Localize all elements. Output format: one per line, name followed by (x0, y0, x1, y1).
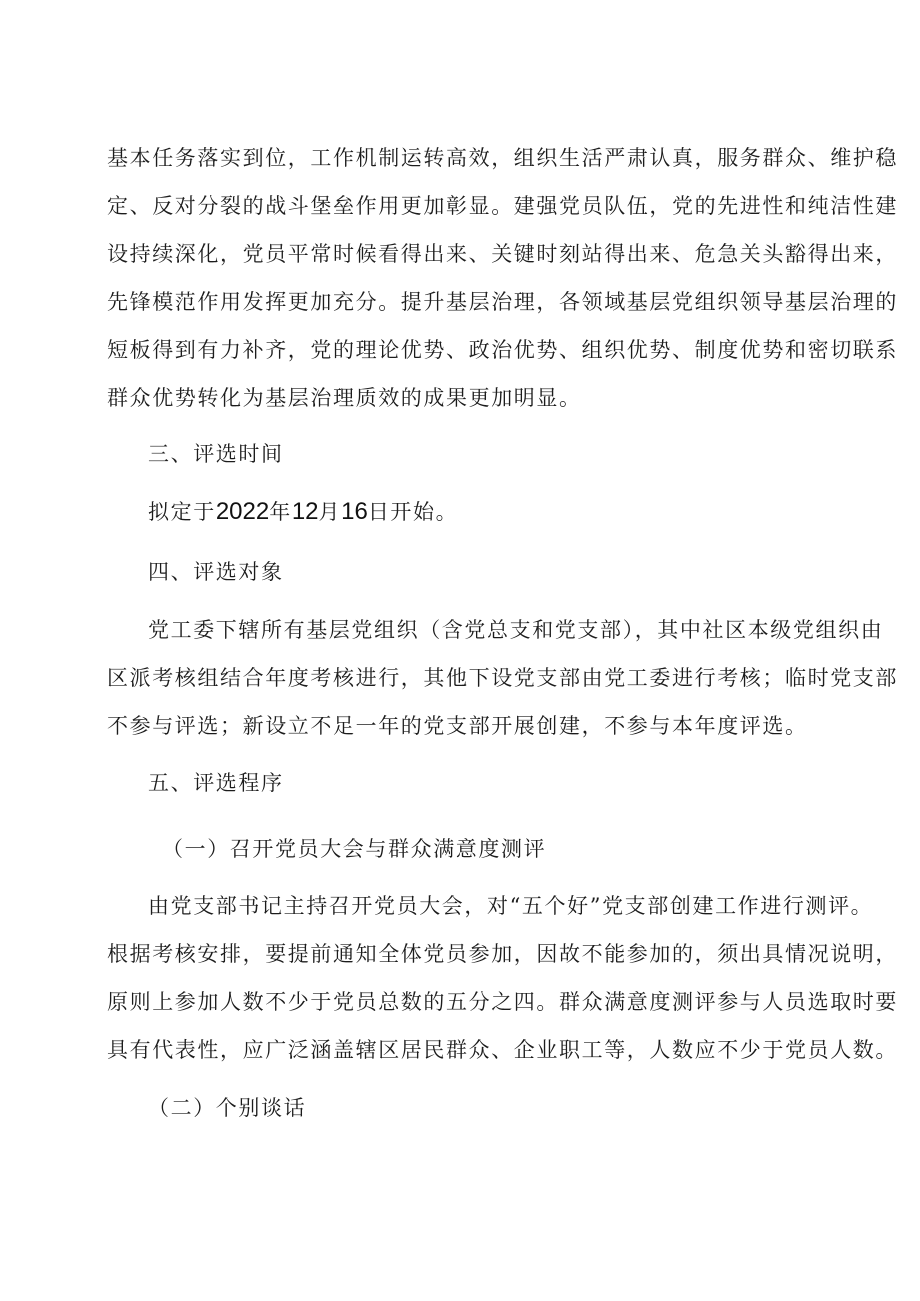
paragraph-line: 不参与评选；新设立不足一年的党支部开展创建，不参与本年度评选。 (107, 714, 808, 738)
paragraph-line: 由党支部书记主持召开党员大会，对“五个好”党支部创建工作进行测评。 (148, 894, 874, 918)
paragraph-line: 基本任务落实到位，工作机制运转高效，组织生活严肃认真，服务群众、维护稳 (107, 146, 898, 170)
date-month: 12 (291, 498, 319, 525)
paragraph-line: 根据考核安排，要提前通知全体党员参加，因故不能参加的，须出具情况说明， (107, 942, 898, 966)
subsection-heading-interview: （二）个别谈话 (148, 1096, 307, 1120)
paragraph-line: 具有代表性，应广泛涵盖辖区居民群众、企业职工等，人数应不少于党员人数。 (107, 1038, 898, 1062)
paragraph-line: 定、反对分裂的战斗堡垒作用更加彰显。建强党员队伍，党的先进性和纯洁性建 (107, 194, 898, 218)
date-prefix: 拟定于 (148, 500, 216, 524)
paragraph-line: 区派考核组结合年度考核进行，其他下设党支部由党工委进行考核；临时党支部 (107, 666, 898, 690)
date-month-unit: 月 (318, 500, 342, 524)
subsection-heading-meeting: （一）召开党员大会与群众满意度测评 (162, 837, 547, 861)
section-heading-target: 四、评选对象 (148, 560, 284, 584)
paragraph-line: 短板得到有力补齐，党的理论优势、政治优势、组织优势、制度优势和密切联系 (107, 338, 898, 362)
paragraph-line: 群众优势转化为基层治理质效的成果更加明显。 (107, 386, 582, 410)
paragraph-line: 原则上参加人数不少于党员总数的五分之四。群众满意度测评参与人员选取时要 (107, 990, 898, 1014)
date-suffix: 日开始。 (367, 500, 459, 524)
section-heading-time: 三、评选时间 (148, 442, 284, 466)
date-year-unit: 年 (269, 500, 292, 524)
section-heading-procedure: 五、评选程序 (148, 771, 284, 795)
date-day: 16 (341, 498, 368, 525)
paragraph-line: 设持续深化，党员平常时候看得出来、关键时刻站得出来、危急关头豁得出来， (107, 242, 898, 266)
paragraph-line: 党工委下辖所有基层党组织（含党总支和党支部），其中社区本级党组织由 (148, 618, 884, 642)
section-time-body (148, 499, 458, 525)
paragraph-line: 先锋模范作用发挥更加充分。提升基层治理，各领域基层党组织领导基层治理的 (107, 290, 898, 314)
date-year: 2022 (215, 498, 270, 525)
